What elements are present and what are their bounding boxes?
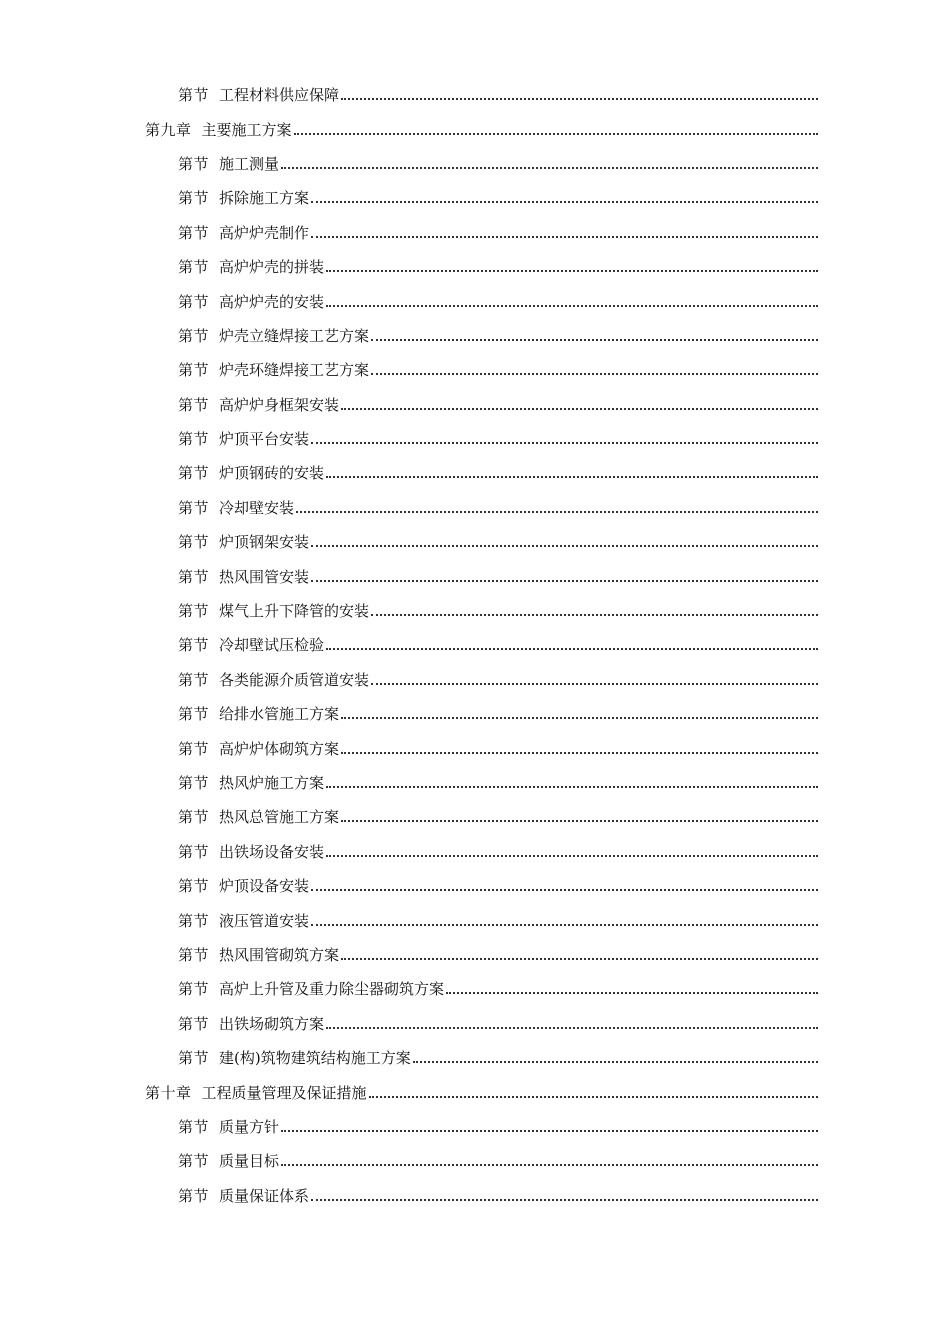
toc-dot-leader: [326, 476, 818, 478]
toc-entry-line: [178, 464, 818, 482]
toc-dot-leader: [311, 201, 818, 203]
toc-entry-title: 液压管道安装: [219, 911, 310, 930]
toc-entry-title: 炉顶钢砖的安装: [219, 464, 325, 483]
toc-entry-title: 冷却壁安装: [219, 498, 295, 517]
toc-entry-line: [178, 155, 818, 173]
toc-dot-leader: [311, 924, 818, 926]
toc-entry-title: 高炉炉体砌筑方案: [219, 739, 340, 758]
toc-dot-leader: [326, 786, 818, 788]
toc-entry-title: 炉壳环缝焊接工艺方案: [219, 361, 370, 380]
toc-section-entry[interactable]: [0, 559, 950, 593]
toc-entry-title: 高炉上升管及重力除尘器砌筑方案: [219, 980, 445, 999]
toc-entry-line: [178, 396, 818, 414]
toc-entry-prefix: 第节: [178, 877, 210, 896]
toc-dot-leader: [371, 683, 818, 685]
toc-section-entry[interactable]: [0, 388, 950, 422]
toc-entry-title: 热风围管砌筑方案: [219, 945, 340, 964]
toc-entry-title: 出铁场砌筑方案: [219, 1014, 325, 1033]
toc-dot-leader: [341, 820, 818, 822]
toc-entry-prefix: 第节: [178, 670, 210, 689]
toc-dot-leader: [294, 133, 818, 135]
toc-dot-leader: [341, 752, 818, 754]
toc-section-entry[interactable]: [0, 1007, 950, 1041]
toc-dot-leader: [326, 1027, 818, 1029]
toc-section-entry[interactable]: [0, 903, 950, 937]
toc-section-entry[interactable]: [0, 1041, 950, 1075]
toc-dot-leader: [371, 373, 818, 375]
toc-section-entry[interactable]: [0, 78, 950, 112]
toc-entry-prefix: 第节: [178, 945, 210, 964]
toc-section-entry[interactable]: [0, 353, 950, 387]
toc-entry-line: [178, 533, 818, 551]
toc-entry-title: 主要施工方案: [201, 120, 292, 139]
toc-entry-prefix: 第节: [178, 842, 210, 861]
toc-entry-line: [178, 568, 818, 586]
toc-entry-prefix: 第节: [178, 258, 210, 277]
toc-dot-leader: [311, 442, 818, 444]
toc-entry-line: [178, 808, 818, 826]
toc-section-entry[interactable]: [0, 216, 950, 250]
toc-entry-title: 工程材料供应保障: [219, 86, 340, 105]
toc-entry-title: 质量保证体系: [219, 1186, 310, 1205]
toc-entry-prefix: 第节: [178, 1152, 210, 1171]
toc-entry-prefix: 第节: [178, 774, 210, 792]
toc-entry-prefix: 第节: [178, 533, 210, 552]
toc-entry-title: 热风炉施工方案: [219, 774, 325, 792]
toc-entry-line: [178, 258, 818, 276]
toc-entry-title: 高炉炉壳的安装: [219, 292, 325, 311]
toc-section-entry[interactable]: [0, 491, 950, 525]
toc-entry-line: [178, 224, 818, 242]
toc-chapter-entry[interactable]: [0, 1075, 950, 1109]
toc-entry-title: 热风总管施工方案: [219, 808, 340, 827]
toc-dot-leader: [296, 511, 818, 513]
toc-entry-title: 质量目标: [219, 1152, 280, 1171]
toc-entry-line: [178, 499, 818, 517]
toc-entry-line: [178, 602, 818, 620]
toc-entry-prefix: 第节: [178, 361, 210, 380]
toc-entry-line: [178, 946, 818, 964]
toc-entry-line: [178, 843, 818, 861]
toc-entry-title: 煤气上升下降管的安装: [219, 602, 370, 621]
toc-section-entry[interactable]: [0, 766, 950, 800]
toc-section-entry[interactable]: [0, 628, 950, 662]
toc-dot-leader: [311, 545, 818, 547]
toc-entry-title: 出铁场设备安装: [219, 842, 325, 861]
toc-entry-title: 质量方针: [219, 1117, 280, 1136]
toc-section-entry[interactable]: [0, 869, 950, 903]
toc-entry-prefix: 第节: [178, 498, 210, 517]
toc-entry-prefix: 第节: [178, 189, 210, 208]
toc-dot-leader: [281, 167, 818, 169]
toc-section-entry[interactable]: [0, 1110, 950, 1144]
toc-section-entry[interactable]: [0, 319, 950, 353]
toc-chapter-entry[interactable]: [0, 112, 950, 146]
toc-entry-prefix: 第节: [178, 86, 210, 105]
toc-section-entry[interactable]: [0, 422, 950, 456]
toc-entry-line: [178, 1015, 818, 1033]
toc-entry-title: 热风围管安装: [219, 567, 310, 586]
toc-entry-prefix: 第节: [178, 395, 210, 414]
toc-entry-prefix: 第节: [178, 154, 210, 173]
toc-entry-prefix: 第节: [178, 292, 210, 311]
toc-entry-prefix: 第十章: [145, 1083, 192, 1102]
toc-entry-line: [178, 430, 818, 448]
toc-dot-leader: [413, 1061, 818, 1063]
toc-section-entry[interactable]: [0, 181, 950, 215]
toc-entry-title: 施工测量: [219, 154, 280, 173]
toc-entry-title: 冷却壁试压检验: [219, 636, 325, 655]
toc-dot-leader: [281, 1164, 818, 1166]
toc-entry-prefix: 第节: [178, 326, 210, 345]
toc-entry-line: [178, 293, 818, 311]
toc-entry-line: [178, 912, 818, 930]
toc-dot-leader: [341, 958, 818, 960]
toc-section-entry[interactable]: [0, 663, 950, 697]
toc-dot-leader: [326, 855, 818, 857]
toc-entry-title: 工程质量管理及保证措施: [201, 1083, 367, 1102]
toc-dot-leader: [341, 717, 818, 719]
toc-entry-line: [178, 705, 818, 723]
toc-entry-prefix: 第九章: [145, 120, 192, 139]
toc-entry-prefix: 第节: [178, 980, 210, 999]
toc-entry-line: [178, 361, 818, 379]
toc-entry-title: 拆除施工方案: [219, 189, 310, 208]
toc-section-entry[interactable]: [0, 835, 950, 869]
table-of-contents: [0, 78, 950, 1213]
toc-entry-prefix: 第节: [178, 808, 210, 827]
toc-dot-leader: [371, 614, 818, 616]
toc-entry-line: [178, 86, 818, 104]
toc-section-entry[interactable]: [0, 1179, 950, 1213]
toc-entry-prefix: 第节: [178, 705, 210, 724]
toc-dot-leader: [371, 339, 818, 341]
toc-entry-line: [178, 774, 818, 792]
toc-entry-line: [178, 980, 818, 998]
toc-section-entry[interactable]: [0, 250, 950, 284]
toc-entry-title: 给排水管施工方案: [219, 705, 340, 724]
toc-entry-prefix: 第节: [178, 223, 210, 242]
toc-entry-line: [178, 1118, 818, 1136]
toc-entry-title: 建(构)筑物建筑结构施工方案: [219, 1049, 411, 1068]
toc-entry-line: [178, 1152, 818, 1170]
toc-entry-line: [178, 327, 818, 345]
toc-entry-prefix: 第节: [178, 1117, 210, 1136]
toc-dot-leader: [281, 1130, 818, 1132]
toc-section-entry[interactable]: [0, 697, 950, 731]
toc-entry-line: [178, 636, 818, 654]
toc-dot-leader: [341, 98, 818, 100]
toc-section-entry[interactable]: [0, 731, 950, 765]
toc-section-entry[interactable]: [0, 456, 950, 490]
toc-entry-prefix: 第节: [178, 1049, 210, 1068]
toc-dot-leader: [341, 408, 818, 410]
toc-entry-title: 炉顶钢架安装: [219, 533, 310, 552]
toc-section-entry[interactable]: [0, 972, 950, 1006]
toc-dot-leader: [326, 270, 818, 272]
toc-section-entry[interactable]: [0, 938, 950, 972]
toc-section-entry[interactable]: [0, 284, 950, 318]
toc-section-entry[interactable]: [0, 1144, 950, 1178]
toc-entry-prefix: 第节: [178, 602, 210, 621]
toc-dot-leader: [326, 648, 818, 650]
toc-entry-line: [178, 877, 818, 895]
toc-entry-line: [178, 1187, 818, 1205]
toc-dot-leader: [311, 1199, 818, 1201]
toc-entry-line: [145, 1084, 818, 1102]
toc-entry-prefix: 第节: [178, 1186, 210, 1205]
toc-entry-line: [178, 189, 818, 207]
toc-dot-leader: [311, 580, 818, 582]
toc-entry-title: 高炉炉壳制作: [219, 223, 310, 242]
toc-entry-title: 炉顶平台安装: [219, 430, 310, 449]
toc-dot-leader: [446, 992, 818, 994]
toc-entry-prefix: 第节: [178, 636, 210, 655]
toc-section-entry[interactable]: [0, 594, 950, 628]
toc-dot-leader: [326, 305, 818, 307]
toc-dot-leader: [369, 1096, 818, 1098]
toc-entry-prefix: 第节: [178, 567, 210, 586]
toc-entry-line: [145, 121, 818, 139]
toc-section-entry[interactable]: [0, 800, 950, 834]
toc-entry-prefix: 第节: [178, 464, 210, 483]
toc-section-entry[interactable]: [0, 525, 950, 559]
toc-entry-prefix: 第节: [178, 911, 210, 930]
toc-entry-title: 高炉炉身框架安装: [219, 395, 340, 414]
toc-section-entry[interactable]: [0, 147, 950, 181]
toc-entry-title: 高炉炉壳的拼装: [219, 258, 325, 277]
toc-entry-prefix: 第节: [178, 430, 210, 449]
toc-entry-line: [178, 1049, 818, 1067]
toc-entry-prefix: 第节: [178, 1014, 210, 1033]
toc-entry-title: 各类能源介质管道安装: [219, 670, 370, 689]
toc-entry-line: [178, 740, 818, 758]
toc-entry-prefix: 第节: [178, 739, 210, 758]
toc-entry-line: [178, 671, 818, 689]
toc-entry-title: 炉顶设备安装: [219, 877, 310, 896]
toc-dot-leader: [311, 236, 818, 238]
toc-entry-title: 炉壳立缝焊接工艺方案: [219, 326, 370, 345]
toc-dot-leader: [311, 889, 818, 891]
